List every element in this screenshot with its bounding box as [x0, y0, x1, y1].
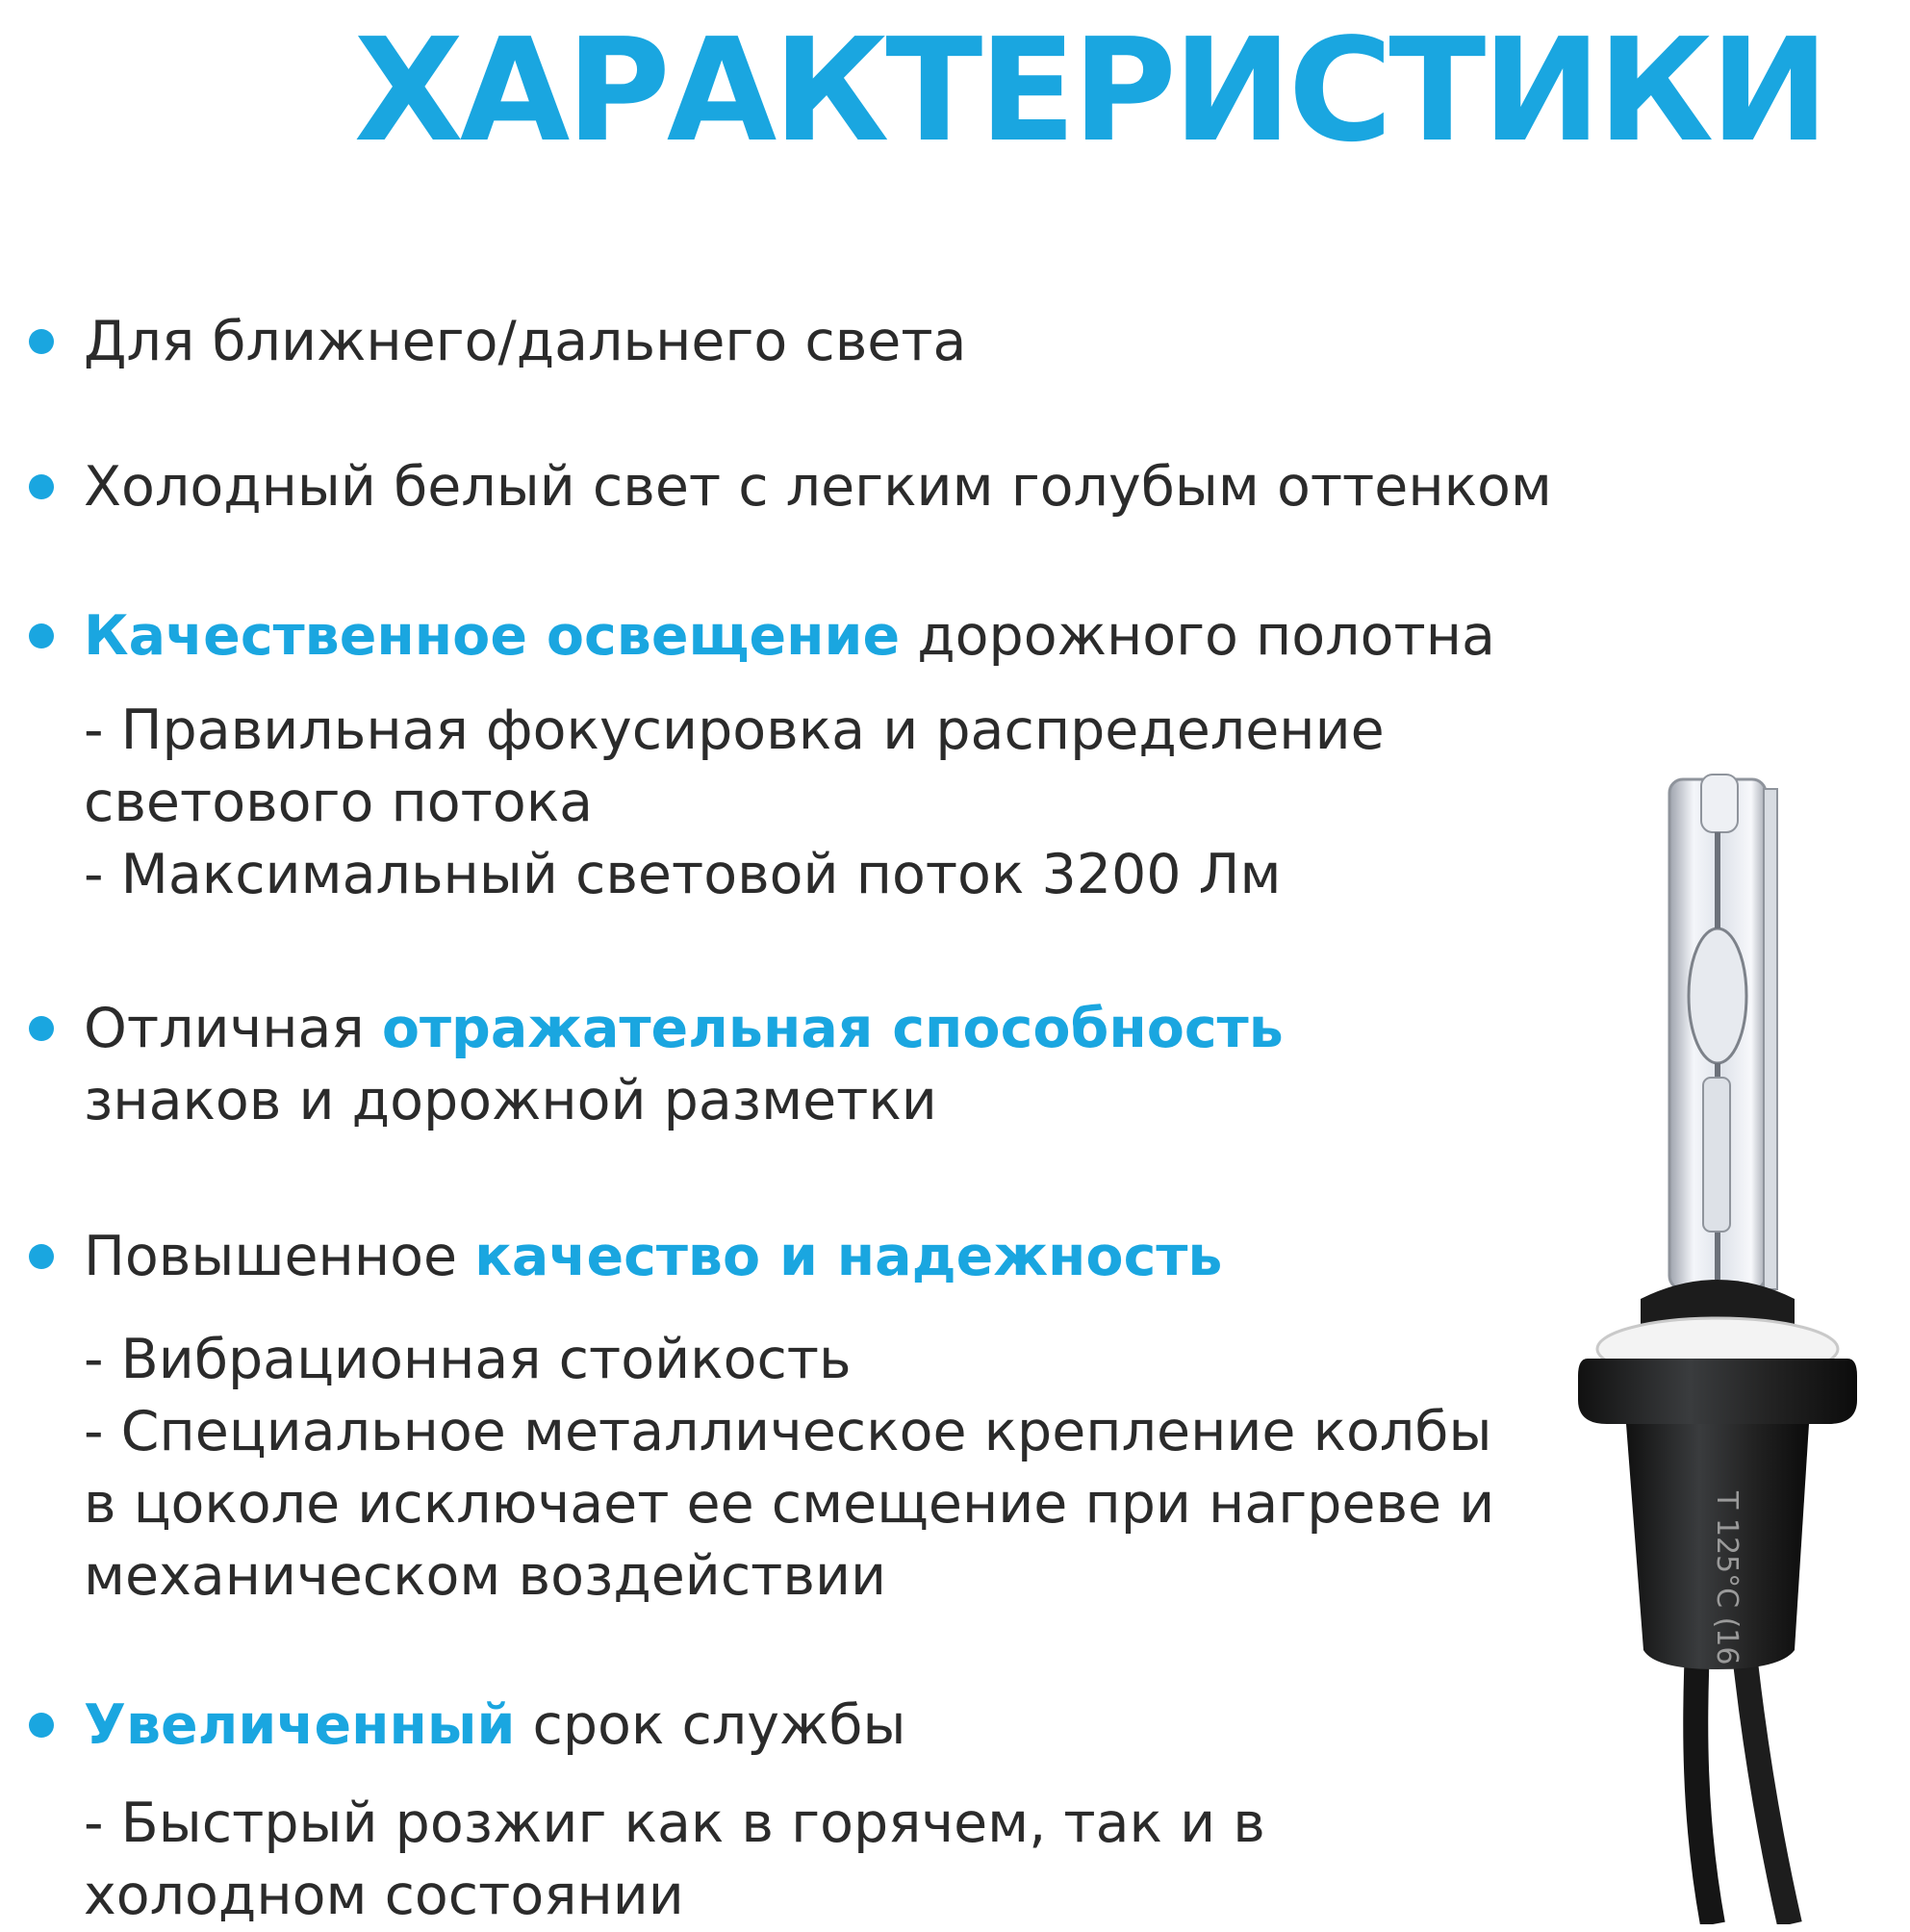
bullet-icon	[29, 1713, 54, 1738]
detail-line: - Вибрационная стойкость	[84, 1328, 852, 1391]
bullet-icon	[29, 623, 54, 648]
detail-line: - Быстрый розжиг как в горячем, так и в	[84, 1792, 1265, 1855]
bullet-icon	[29, 1016, 54, 1041]
feature-details	[84, 1788, 1546, 1932]
bullet-icon	[29, 474, 54, 499]
feature-highlight: отражательная способность	[381, 997, 1284, 1060]
feature-item	[84, 1690, 1546, 1762]
feature-text: Отличная	[84, 997, 382, 1060]
feature-item	[84, 1221, 1546, 1293]
feature-item	[84, 600, 1546, 673]
bullet-icon	[29, 329, 54, 354]
bulb-marking: T 125°C (16	[1710, 1491, 1744, 1665]
bullet-icon	[29, 1244, 54, 1269]
detail-line: - Максимальный световой поток 3200 Лм	[84, 843, 1282, 906]
feature-highlight: Увеличенный	[84, 1693, 516, 1757]
feature-item	[84, 451, 1552, 523]
feature-text-line2: знаков и дорожной разметки	[84, 1069, 937, 1132]
feature-item	[84, 993, 1546, 1137]
feature-text: дорожного полотна	[900, 604, 1495, 668]
detail-line: механическом воздействии	[84, 1544, 887, 1608]
page-title: ХАРАКТЕРИСТИКИ	[353, 8, 1825, 173]
feature-item	[84, 306, 1546, 378]
xenon-bulb-icon	[1559, 760, 1905, 1924]
detail-line: - Правильная фокусировка и распределение	[84, 699, 1385, 762]
feature-text: Холодный белый свет с легким голубым оттенком	[84, 455, 1552, 519]
detail-line: холодном состоянии	[84, 1864, 684, 1927]
feature-text: Повышенное	[84, 1225, 475, 1288]
feature-details	[84, 1324, 1546, 1613]
feature-highlight: Качественное освещение	[84, 604, 901, 668]
feature-text: Для ближнего/дальнего света	[84, 310, 967, 373]
feature-details	[84, 695, 1546, 911]
feature-highlight: качество и надежность	[474, 1225, 1223, 1288]
detail-line: светового потока	[84, 771, 594, 834]
detail-line: - Специальное металлическое крепление колбы	[84, 1400, 1492, 1463]
feature-text: срок службы	[515, 1693, 906, 1757]
detail-line: в цоколе исключает ее смещение при нагреве и	[84, 1472, 1495, 1536]
